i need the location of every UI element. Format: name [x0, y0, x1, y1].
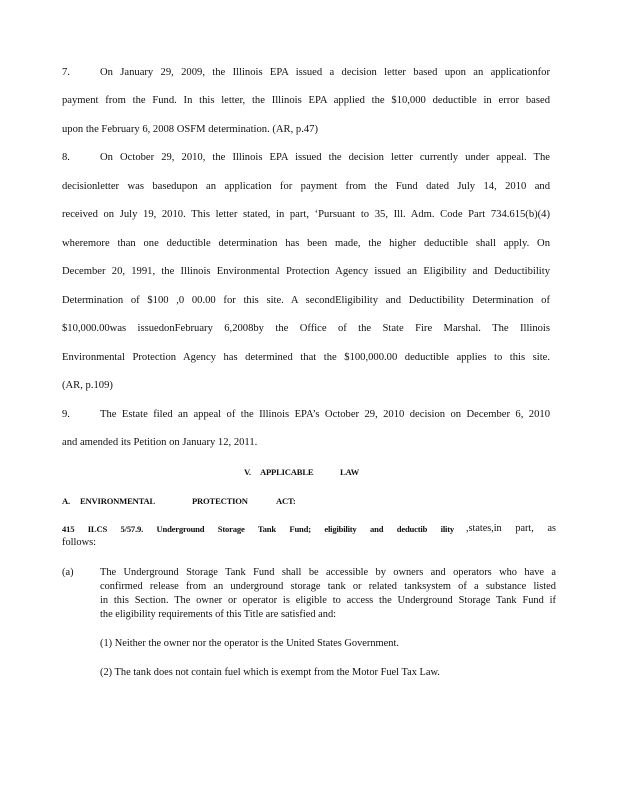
- paragraph-8-line-4: wheremore than one deductible determination has been made, the higher deductible shall apply. On: [62, 238, 550, 249]
- paragraph-7-line-3: upon the February 6, 2008 OSFM determination. (AR, p.47): [62, 124, 318, 135]
- quote-line-1: The Underground Storage Tank Fund shall be accessible by owners and operators who have a: [100, 567, 556, 578]
- paragraph-8-line-2: decisionletter was basedupon an application for payment from the Fund dated July 14, 2010 and: [62, 181, 550, 192]
- paragraph-9-line-2: and amended its Petition on January 12, 2011.: [62, 437, 258, 448]
- paragraph-7-line-1: On January 29, 2009, the Illinois EPA issued a decision letter based upon an applicationfor: [100, 67, 550, 78]
- paragraph-8-line-7: $10,000.00was issuedonFebruary 6,2008by the Office of the State Fire Marshal. The Illinois: [62, 323, 550, 334]
- quote-line-3: in this Section. The owner or operator is eligible to access the Underground Storage Tank Fund if: [100, 595, 556, 606]
- paragraph-8-line-6: Determination of $100 ,0 00.00 for this site. A secondEligibility and Deductibility Determination of: [62, 295, 550, 306]
- paragraph-7-line-2: payment from the Fund. In this letter, the Illinois EPA applied the $10,000 deductible in error based: [62, 95, 550, 106]
- subheading-word-3: ACT:: [276, 496, 296, 506]
- quote-paragraph-a: [100, 566, 556, 622]
- paragraph-8-line-9: (AR, p.109): [62, 380, 113, 391]
- section-heading-word-1: APPLICABLE: [260, 467, 314, 477]
- subheading-word-1: ENVIRONMENTAL: [80, 496, 156, 506]
- citation-continuation: ,states,in part, as: [466, 523, 556, 534]
- paragraph-7-number: 7.: [62, 67, 70, 78]
- section-heading-word-2: LAW: [340, 467, 359, 477]
- paragraph-8-line-1: On October 29, 2010, the Illinois EPA issued the decision letter currently under appeal. The: [100, 152, 550, 163]
- paragraph-8-line-5: December 20, 1991, the Illinois Environmental Protection Agency issued an Eligibility and Deductibility: [62, 266, 550, 277]
- paragraph-9-line-1: The Estate filed an appeal of the Illinois EPA’s October 29, 2010 decision on December 6, 2010: [100, 409, 550, 420]
- citation-follows: follows:: [62, 537, 97, 548]
- paragraph-8-line-3: received on July 19, 2010. This letter stated, in part, ‘Pursuant to 35, Ill. Adm. Code Part 734.615(b)(4): [62, 209, 550, 220]
- section-heading-number: V.: [244, 467, 251, 477]
- citation-statute: 415 ILCS 5/57.9. Underground Storage Tank Fund; eligibility and deductib ility: [62, 524, 454, 534]
- quote-label-a: (a): [62, 567, 74, 578]
- quote-line-2: confirmed release from an underground storage tank or related tanksystem of a substance listed: [100, 581, 556, 592]
- subheading-word-2: PROTECTION: [192, 496, 248, 506]
- quote-item-2: (2) The tank does not contain fuel which is exempt from the Motor Fuel Tax Law.: [100, 667, 440, 678]
- quote-item-1: (1) Neither the owner nor the operator is the United States Government.: [100, 638, 399, 649]
- paragraph-8-line-8: Environmental Protection Agency has determined that the $100,000.00 deductible applies to this site.: [62, 352, 550, 363]
- quote-line-4: the eligibility requirements of this Title are satisfied and:: [100, 609, 337, 620]
- subheading-letter: A.: [62, 496, 70, 506]
- paragraph-9-number: 9.: [62, 409, 70, 420]
- paragraph-8-number: 8.: [62, 152, 70, 163]
